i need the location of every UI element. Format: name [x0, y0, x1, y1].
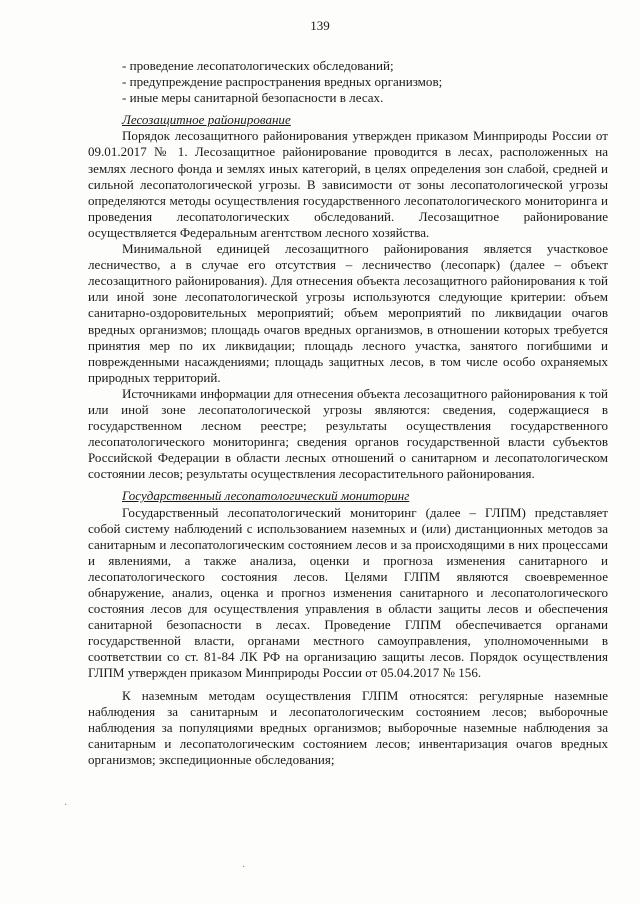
list-item: - проведение лесопатологических обследований;: [122, 58, 394, 73]
list-item: - предупреждение распространения вредных организмов;: [122, 74, 443, 90]
page-body: [88, 58, 608, 768]
section-heading-state-monitoring: Государственный лесопатологический мониторинг: [122, 488, 410, 504]
section-heading-forest-zoning: Лесозащитное районирование: [122, 112, 291, 128]
paragraph: К наземным методам осуществления ГЛПМ относятся: регулярные наземные наблюдения за санитарным и лесопатологическим состоянием лесов; выборочные наблюдения за популяциями вредных организмов; выборочные наземные наблюдения за санитарным и лесопатологическим состоянием лесов; инвентаризация очагов вредных организмов; экспедиционные обследования;: [88, 687, 608, 767]
paragraph: Источниками информации для отнесения объекта лесозащитного районирования к той или иной зоне лесопатологической угрозы являются: сведения, содержащиеся в государственном лесном реестре; результаты осуществления государственного лесопатологического мониторинга; сведения органов государственной власти субъектов Российской Федерации в области лесных отношений о санитарном и лесопатологическом состоянии лесов; результаты осуществления лесорастительного районирования.: [88, 385, 608, 482]
paragraph: Порядок лесозащитного районирования утвержден приказом Минприроды России от 09.01.2017 № 1. Лесозащитное районирование проводится в лесах, расположенных на землях лесного фонда и землях иных категорий, в целях определения зон слабой, средней и сильной лесопатологической угрозы. В зависимости от зоны лесопатологической угрозы определяются методы осуществления государственного лесопатологического мониторинга и проведения лесопатологических обследований. Лесозащитное районирование осуществляется Федеральным агентством лесного хозяйства.: [88, 128, 608, 240]
paragraph: Минимальной единицей лесозащитного районирования является участковое лесничество, а в случае его отсутствия – лесничество (лесопарк) (далее – объект лесозащитного районирования). Для отнесения объекта лесозащитного районирования к той или иной зоне лесопатологической угрозы используются следующие критерии: объем санитарно-оздоровительных мероприятий; объем мероприятий по ликвидации очагов вредных организмов; площадь очагов вредных организмов, в отношении которых требуется принятия мер по их ликвидации; площадь лесного участка, занятого погибшими и поврежденными насаждениями; площадь защитных лесов, в том числе особо охраняемых природных территорий.: [88, 241, 608, 385]
page-number: 139: [310, 18, 330, 33]
scan-speck: ·: [64, 800, 68, 811]
list-item: - иные меры санитарной безопасности в лесах.: [122, 90, 384, 106]
paragraph: Государственный лесопатологический мониторинг (далее – ГЛПМ) представляет собой систему наблюдений с использованием наземных и (или) дистанционных методов за санитарным и лесопатологическим состоянием лесов и за происходящими в них процессами и явлениями, а также анализа, оценки и прогноза изменения санитарного и лесопатологического состояния лесов. Целями ГЛПМ являются своевременное обнаружение, анализ, оценка и прогноз изменения санитарного и лесопатологического состояния лесов для осуществления управления в области защиты лесов и обеспечения санитарной безопасности в лесах. Проведение ГЛПМ обеспечивается органами государственной власти, органами местного самоуправления, уполномоченными в соответствии со ст. 81-84 ЛК РФ на организацию защиты лесов. Порядок осуществления ГЛПМ утвержден приказом Минприроды России от 05.04.2017 № 156.: [88, 504, 608, 681]
scan-speck: ·: [242, 862, 246, 873]
